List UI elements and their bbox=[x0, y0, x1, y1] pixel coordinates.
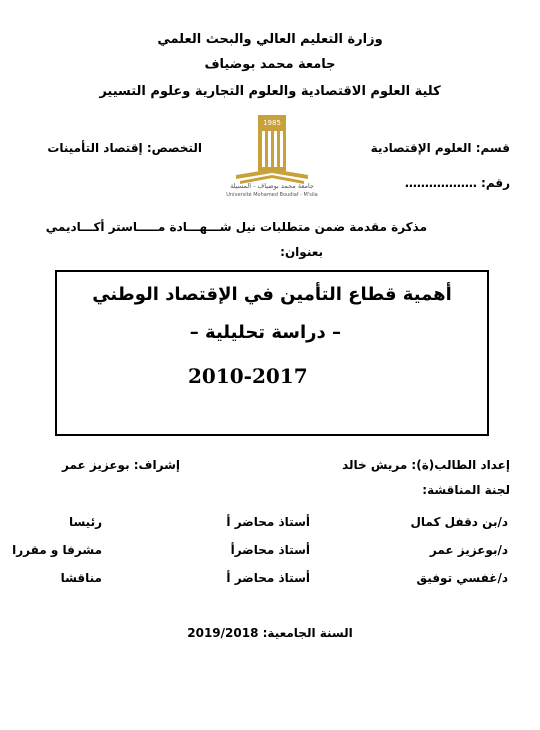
number-label: رقم: ……………… bbox=[404, 176, 510, 190]
member-name: د/بن دقفل كمال bbox=[410, 515, 508, 529]
thesis-subtitle: – دراسة تحليلية – bbox=[189, 322, 341, 343]
title-box bbox=[55, 270, 489, 436]
academic-year: السنة الجامعية: 2019/2018 bbox=[187, 626, 353, 640]
title-label: بعنوان: bbox=[280, 245, 323, 259]
logo-name-arabic: جامعة محمد بوضياف - المسيلة bbox=[230, 182, 314, 190]
member-name: د/بوعزيز عمر bbox=[429, 543, 508, 557]
member-rank: أستاذ محاضر أ bbox=[226, 571, 310, 585]
department-label: قسم: العلوم الإقتصادية bbox=[370, 141, 510, 155]
member-name: د/غفسي توفيق bbox=[416, 571, 508, 585]
member-rank: أستاذ محاضر أ bbox=[226, 515, 310, 529]
logo-name-french: Université Mohamed Boudiaf - M'sila bbox=[226, 192, 318, 198]
university-logo bbox=[228, 113, 316, 205]
thesis-title: أهمية قطاع التأمين في الإقتصاد الوطني bbox=[92, 284, 452, 305]
faculty-name: كلية العلوم الاقتصادية والعلوم التجارية وعلوم التسيير bbox=[99, 84, 441, 99]
member-role: رئيسا bbox=[68, 515, 102, 529]
university-name: جامعة محمد بوضياف bbox=[204, 57, 336, 72]
student-name: إعداد الطالب(ة): مريش خالد bbox=[342, 458, 510, 472]
committee-label: لجنة المناقشة: bbox=[422, 483, 510, 497]
member-role: مشرفا و مقررا bbox=[12, 543, 102, 557]
specialty-label: التخصص: إقتصاد التأمينات bbox=[47, 141, 202, 155]
supervisor-name: إشراف: بوعزيز عمر bbox=[62, 458, 180, 472]
thesis-years: 2010-2017 bbox=[188, 364, 308, 388]
ministry-name: وزارة التعليم العالي والبحث العلمي bbox=[157, 32, 383, 47]
member-role: مناقشا bbox=[60, 571, 102, 585]
logo-year: 1985 bbox=[263, 119, 281, 127]
memo-intro: مذكرة مقدمة ضمن متطلبات نيل شـــهـــادة مـــــاستر أكـــاديمي bbox=[45, 220, 427, 234]
member-rank: أستاذ محاضرأ bbox=[230, 543, 310, 557]
